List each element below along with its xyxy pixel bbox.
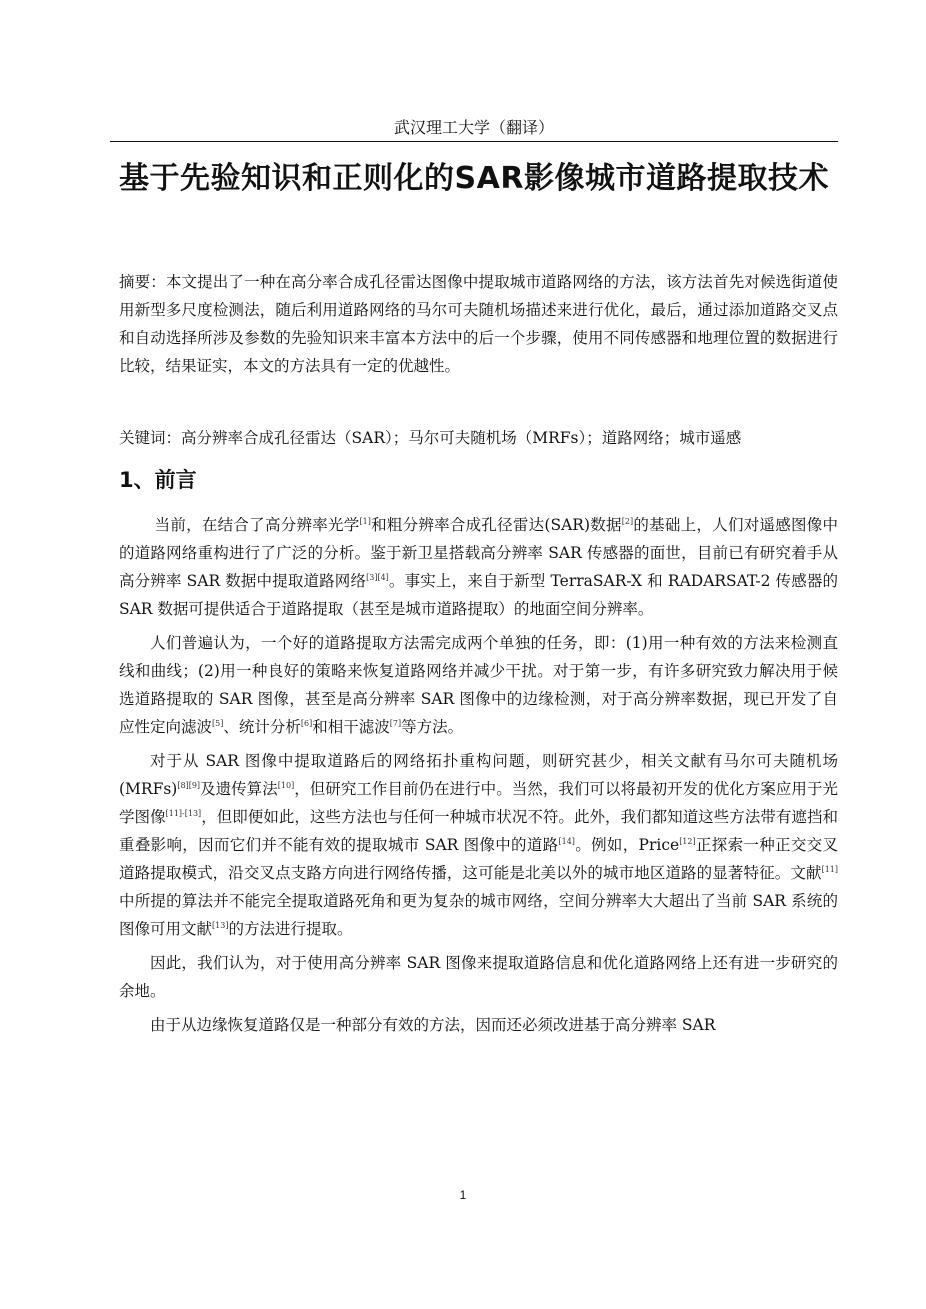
text-run: 及遗传算法 — [200, 780, 278, 798]
citation: [13] — [212, 920, 229, 930]
citation: [5] — [212, 718, 224, 728]
paragraph-3 — [119, 747, 838, 943]
paper-title: 基于先验知识和正则化的SAR影像城市道路提取技术 — [119, 161, 829, 196]
section-heading: 1、前言 — [119, 468, 197, 492]
citation: [14] — [558, 836, 575, 846]
paragraph-5 — [119, 1011, 838, 1039]
text-run: 因此，我们认为，对于使用高分辨率 SAR 图像来提取道路信息和优化道路网络上还有进一步研究的余地。 — [119, 954, 838, 1000]
text-run: 对于从 SAR 图像中提取道路后的网络拓扑重构问题，则研究甚少，相关文献有马尔可夫随机场(MRFs) — [119, 752, 838, 798]
text-run: 等方法。 — [401, 718, 464, 736]
citation: [10] — [277, 780, 295, 790]
body-text — [119, 511, 838, 1045]
citation: [12] — [679, 836, 696, 846]
citation: [7] — [389, 718, 402, 728]
text-run: 和粗分辨率合成孔径雷达(SAR)数据 — [370, 516, 622, 534]
citation: [2] — [621, 516, 634, 526]
text-run: 人们普遍认为，一个好的道路提取方法需完成两个单独的任务，即：(1)用一种有效的方法来检测直线和曲线；(2)用一种良好的策略来恢复道路网络并减少干扰。对于第一步，有许多研究致力解决用于候选道路提取的 SAR 图像，甚至是高分辨率 SAR 图像中的边缘检测，对于高分辨率数据，现已开发了自应性定向滤波 — [119, 634, 838, 736]
citation: [3][4] — [366, 572, 389, 582]
text-run: 的基础上，人们对遥感图像中的道路网络重构进行了广泛的分析。鉴于新卫星搭载高分辨率 SAR 传感器的面世，目前已有研究着手从高分辨率 SAR 数据中提取道路网络 — [119, 516, 838, 590]
text-run: ，但即便如此，这些方法也与任何一种城市状况不符。此外，我们都知道这些方法带有遮挡和重叠影响，因而它们并不能有效的提取城市 SAR 图像中的道路 — [119, 808, 838, 854]
citation: [8][9] — [177, 780, 201, 790]
text-run: 。例如，Price — [574, 836, 680, 854]
citation: [6] — [300, 718, 313, 728]
abstract: 摘要：本文提出了一种在高分率合成孔径雷达图像中提取城市道路网络的方法，该方法首先对候选街道使用新型多尺度检测法，随后利用道路网络的马尔可夫随机场描述来进行优化，最后，通过添加道路交叉点和自动选择所涉及参数的先验知识来丰富本方法中的后一个步骤，使用不同传感器和地理位置的数据进行比较，结果证实，本文的方法具有一定的优越性。 — [119, 273, 838, 375]
citation: [11]-[13] — [165, 808, 202, 818]
citation: [11] — [821, 864, 838, 874]
paragraph-4 — [119, 949, 838, 1005]
citation: [1] — [359, 516, 371, 526]
paragraph-2 — [119, 629, 838, 741]
text-run: 。事实上，来自于新型 TerraSAR-X 和 RADARSAT-2 传感器的 SAR 数据可提供适合于道路提取（甚至是城市道路提取）的地面空间分辨率。 — [119, 572, 838, 618]
keywords: 关键词：高分辨率合成孔径雷达（SAR）；马尔可夫随机场（MRFs）；道路网络；城市遥感 — [119, 429, 742, 447]
text-run: 由于从边缘恢复道路仅是一种部分有效的方法，因而还必须改进基于高分辨率 SAR — [150, 1016, 716, 1034]
running-header: 武汉理工大学（翻译） — [393, 118, 554, 137]
header-rule — [110, 141, 838, 142]
text-run: 的方法进行提取。 — [228, 920, 353, 938]
text-run: 、统计分析 — [223, 718, 301, 736]
text-run: 中所提的算法并不能完全提取道路死角和更为复杂的城市网络，空间分辨率大大超出了当前 SAR 系统的图像可用文献 — [119, 892, 838, 938]
page-number: 1 — [459, 1188, 467, 1202]
text-run: ，但研究工作目前仍在进行中。当然，我们可以将最初开发的优化方案应用于光学图像 — [119, 780, 838, 826]
paragraph-1 — [119, 511, 838, 623]
text-run: 正探索一种正交交叉道路提取模式，沿交叉点支路方向进行网络传播，这可能是北美以外的城市地区道路的显著特征。文献 — [119, 836, 838, 882]
text-run: 当前，在结合了高分辨率光学 — [154, 516, 360, 534]
text-run: 和相干滤波 — [312, 718, 390, 736]
